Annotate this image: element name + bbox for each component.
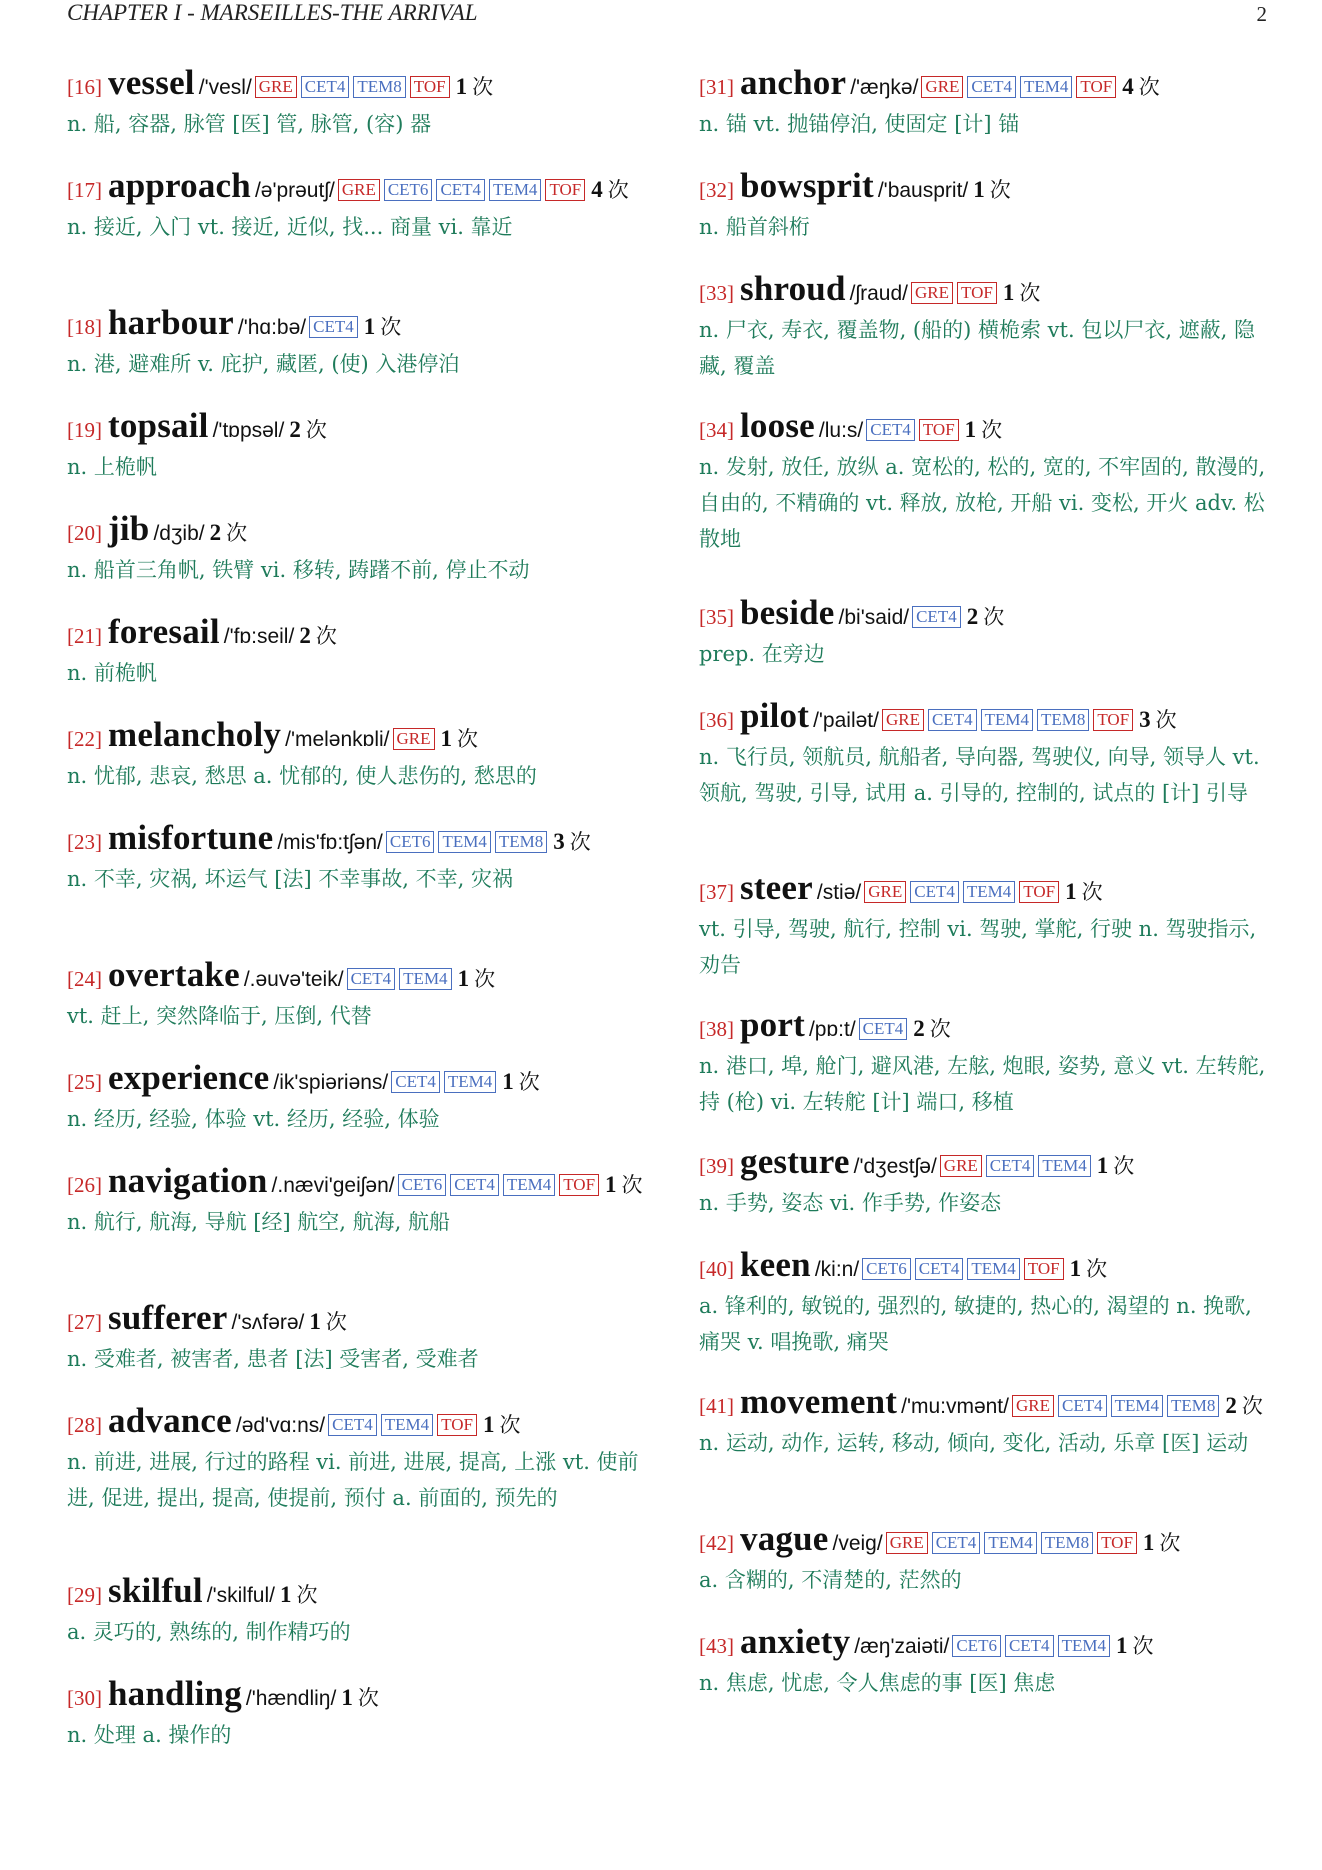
entry-index: [21] [67, 624, 102, 648]
exam-tag-cet4: CET4 [859, 1018, 908, 1040]
entry-index: [30] [67, 1686, 102, 1710]
entry-word: foresail [108, 612, 220, 651]
entry-phonetic: /'pailət/ [813, 709, 879, 732]
entry-definition: n. 港口, 埠, 舱门, 避风港, 左舷, 炮眼, 姿势, 意义 vt. 左转舵, 持 (枪) vi. 左转舵 [计] 端口, 移植 [699, 1054, 1266, 1114]
entry-index: [25] [67, 1070, 102, 1094]
entry-definition: prep. 在旁边 [699, 642, 825, 666]
entry-headline [67, 511, 647, 551]
entry-index: [24] [67, 967, 102, 991]
entry-word: anchor [740, 63, 847, 102]
vocab-entry [699, 698, 1279, 811]
exam-tag-gre: GRE [940, 1155, 982, 1177]
entry-word: keen [740, 1245, 811, 1284]
count-unit: 次 [1081, 880, 1103, 904]
chapter-title: CHAPTER I - MARSEILLES-THE ARRIVAL [67, 0, 478, 25]
occurrence-count: 1 [964, 417, 977, 442]
entry-word: overtake [108, 955, 240, 994]
entry-word: harbour [108, 303, 234, 342]
entry-definition: vt. 赶上, 突然降临于, 压倒, 代替 [67, 1004, 372, 1028]
entry-word: approach [108, 166, 251, 205]
vocab-entry [699, 271, 1279, 384]
entry-phonetic: /pɒ:t/ [808, 1018, 856, 1041]
entry-index: [34] [699, 418, 734, 442]
occurrence-count: 3 [553, 829, 565, 854]
exam-tag-cet4: CET4 [391, 1071, 440, 1093]
exam-tag-tem4: TEM4 [984, 1532, 1036, 1554]
entry-phonetic: /əd'vɑ:ns/ [235, 1414, 326, 1437]
entry-phonetic: /ʃraud/ [849, 282, 908, 305]
exam-tag-tof: TOF [410, 76, 450, 98]
count-unit: 次 [457, 727, 478, 751]
entry-headline [699, 698, 1279, 738]
entry-phonetic: /.əuvə'teik/ [243, 968, 344, 991]
exam-tag-tem8: TEM8 [1167, 1395, 1219, 1417]
entry-phonetic: /'skilful/ [206, 1584, 275, 1607]
entry-index: [28] [67, 1413, 102, 1437]
vocab-entry [67, 65, 647, 142]
entry-phonetic: /ki:n/ [814, 1258, 860, 1281]
entry-index: [17] [67, 178, 102, 202]
exam-tag-gre: GRE [338, 179, 380, 201]
entry-phonetic: /stiə/ [816, 881, 862, 904]
entry-definition: n. 受难者, 被害者, 患者 [法] 受害者, 受难者 [67, 1347, 479, 1371]
occurrence-count: 1 [1002, 280, 1015, 305]
entry-definition: n. 港, 避难所 v. 庇护, 藏匿, (使) 入港停泊 [67, 352, 460, 376]
exam-tag-tem4: TEM4 [489, 179, 541, 201]
entry-phonetic: /'æŋkə/ [850, 76, 919, 99]
exam-tag-tof: TOF [919, 419, 959, 441]
entry-word: skilful [108, 1571, 203, 1610]
occurrence-count: 1 [341, 1685, 353, 1710]
vocab-entry [67, 1573, 647, 1650]
entry-index: [39] [699, 1154, 734, 1178]
entry-headline [699, 595, 1279, 635]
entry-word: sufferer [108, 1298, 228, 1337]
entry-phonetic: /'dʒestʃə/ [853, 1155, 937, 1178]
entry-index: [29] [67, 1583, 102, 1607]
entry-index: [19] [67, 418, 102, 442]
entry-definition: n. 焦虑, 忧虑, 令人焦虑的事 [医] 焦虑 [699, 1671, 1056, 1695]
entry-headline [699, 408, 1279, 448]
count-unit: 次 [1159, 1531, 1181, 1555]
exam-tag-gre: GRE [864, 881, 906, 903]
entry-phonetic: /'fɒ:seil/ [223, 625, 295, 648]
occurrence-count: 2 [299, 623, 311, 648]
occurrence-count: 1 [309, 1309, 321, 1334]
entry-phonetic: /'mu:vmənt/ [901, 1395, 1009, 1418]
entry-headline [67, 1676, 647, 1716]
page-number: 2 [1256, 2, 1267, 26]
count-unit: 次 [981, 418, 1003, 442]
exam-tag-tem4: TEM4 [1058, 1635, 1110, 1657]
entry-phonetic: /mis'fɒ:tʃən/ [277, 831, 383, 854]
exam-tag-tem8: TEM8 [1037, 709, 1089, 731]
count-unit: 次 [989, 178, 1011, 202]
entry-definition: n. 船首斜桁 [699, 215, 810, 239]
exam-tag-cet4: CET4 [910, 881, 959, 903]
exam-tag-gre: GRE [1012, 1395, 1054, 1417]
entry-phonetic: /bi'said/ [838, 606, 910, 629]
entry-word: handling [108, 1674, 242, 1713]
occurrence-count: 1 [457, 966, 470, 991]
vocab-entry [699, 870, 1279, 983]
entry-word: gesture [740, 1142, 850, 1181]
exam-tag-cet4: CET4 [915, 1258, 964, 1280]
page-header [67, 0, 1267, 30]
vocab-entry [699, 1624, 1279, 1701]
entry-index: [36] [699, 708, 734, 732]
entry-index: [42] [699, 1531, 734, 1555]
exam-tag-gre: GRE [886, 1532, 928, 1554]
vocab-entry [67, 820, 647, 897]
exam-tag-cet6: CET6 [386, 831, 435, 853]
exam-tag-tem4: TEM4 [1111, 1395, 1163, 1417]
entry-index: [40] [699, 1257, 734, 1281]
entry-definition: n. 船, 容器, 脉管 [医] 管, 脉管, (容) 器 [67, 112, 432, 136]
entry-definition: a. 含糊的, 不清楚的, 茫然的 [699, 1568, 962, 1592]
exam-tag-tof: TOF [957, 282, 997, 304]
entry-phonetic: /.nævi'geiʃən/ [271, 1174, 395, 1197]
exam-tag-cet4: CET4 [309, 316, 358, 338]
entry-word: topsail [108, 406, 209, 445]
occurrence-count: 1 [973, 177, 985, 202]
entry-word: movement [740, 1382, 898, 1421]
occurrence-count: 2 [913, 1016, 925, 1041]
entry-index: [27] [67, 1310, 102, 1334]
entry-word: steer [740, 868, 813, 907]
exam-tag-tem4: TEM4 [981, 709, 1033, 731]
entry-index: [23] [67, 830, 102, 854]
entry-headline [699, 271, 1279, 311]
exam-tag-tof: TOF [545, 179, 585, 201]
entry-index: [31] [699, 75, 734, 99]
exam-tag-tem4: TEM4 [963, 881, 1015, 903]
vocab-entry [67, 168, 647, 245]
entry-phonetic: /lu:s/ [818, 419, 864, 442]
entry-word: misfortune [108, 818, 274, 857]
entry-headline [699, 65, 1279, 105]
count-unit: 次 [1019, 281, 1041, 305]
count-unit: 次 [983, 605, 1005, 629]
entry-definition: a. 灵巧的, 熟练的, 制作精巧的 [67, 1620, 351, 1644]
count-unit: 次 [325, 1310, 347, 1334]
count-unit: 次 [569, 830, 591, 854]
count-unit: 次 [607, 178, 629, 202]
entry-headline [699, 1624, 1279, 1664]
vocab-entry [67, 511, 647, 588]
entry-phonetic: /ə'prəutʃ/ [254, 179, 335, 202]
exam-tag-gre: GRE [882, 709, 924, 731]
exam-tag-cet6: CET6 [384, 179, 433, 201]
entry-phonetic: /dʒib/ [153, 522, 205, 545]
entry-phonetic: /'hɑ:bə/ [237, 316, 307, 339]
entry-word: port [740, 1005, 805, 1044]
exam-tag-tem4: TEM4 [1020, 76, 1072, 98]
occurrence-count: 1 [1069, 1256, 1082, 1281]
entry-headline [699, 1007, 1279, 1047]
occurrence-count: 4 [591, 177, 603, 202]
entry-headline [699, 168, 1279, 208]
exam-tag-gre: GRE [255, 76, 297, 98]
entry-index: [32] [699, 178, 734, 202]
vocab-entry [699, 1384, 1279, 1461]
exam-tag-tem4: TEM4 [967, 1258, 1019, 1280]
exam-tag-cet4: CET4 [347, 968, 396, 990]
entry-definition: n. 尸衣, 寿衣, 覆盖物, (船的) 横桅索 vt. 包以尸衣, 遮蔽, 隐藏, 覆盖 [699, 318, 1256, 378]
entry-headline [699, 1144, 1279, 1184]
entry-headline [699, 870, 1279, 910]
exam-tag-cet4: CET4 [1058, 1395, 1107, 1417]
entry-phonetic: /'melənkɒli/ [285, 728, 390, 751]
entry-definition: n. 航行, 航海, 导航 [经] 航空, 航海, 航船 [67, 1210, 451, 1234]
entry-phonetic: /'vesl/ [198, 76, 252, 99]
entry-headline [67, 820, 647, 860]
count-unit: 次 [621, 1173, 643, 1197]
vocab-entry [699, 1007, 1279, 1120]
entry-headline [67, 168, 647, 208]
count-unit: 次 [315, 624, 337, 648]
entry-phonetic: /æŋ'zaiəti/ [854, 1635, 950, 1658]
count-unit: 次 [1113, 1154, 1135, 1178]
count-unit: 次 [1086, 1257, 1108, 1281]
exam-tag-gre: GRE [393, 728, 435, 750]
entry-index: [38] [699, 1017, 734, 1041]
vocab-entry [699, 595, 1279, 672]
entry-headline [67, 1300, 647, 1340]
exam-tag-tem4: TEM4 [438, 831, 490, 853]
occurrence-count: 1 [1142, 1530, 1155, 1555]
count-unit: 次 [1241, 1394, 1263, 1418]
occurrence-count: 4 [1122, 74, 1134, 99]
entry-definition: n. 手势, 姿态 vi. 作手势, 作姿态 [699, 1191, 1002, 1215]
entry-headline [699, 1247, 1279, 1287]
entry-definition: n. 忧郁, 悲哀, 愁思 a. 忧郁的, 使人悲伤的, 愁思的 [67, 764, 537, 788]
entry-headline [67, 305, 647, 345]
count-unit: 次 [1138, 75, 1160, 99]
entry-headline [67, 65, 647, 105]
exam-tag-tof: TOF [1093, 709, 1133, 731]
entry-headline [67, 1573, 647, 1613]
exam-tag-tof: TOF [559, 1174, 599, 1196]
count-unit: 次 [296, 1583, 318, 1607]
exam-tag-cet4: CET4 [967, 76, 1016, 98]
entry-index: [33] [699, 281, 734, 305]
exam-tag-cet4: CET4 [932, 1532, 981, 1554]
entry-definition: vt. 引导, 驾驶, 航行, 控制 vi. 驾驶, 掌舵, 行驶 n. 驾驶指示, 劝告 [699, 917, 1257, 977]
entry-phonetic: /'hændliŋ/ [245, 1687, 337, 1710]
occurrence-count: 1 [1115, 1633, 1128, 1658]
vocab-entry [67, 1403, 647, 1516]
vocab-entry [67, 957, 647, 1034]
count-unit: 次 [305, 418, 327, 442]
entry-index: [18] [67, 315, 102, 339]
exam-tag-tem8: TEM8 [1041, 1532, 1093, 1554]
vocab-entry [67, 1163, 647, 1240]
exam-tag-tof: TOF [437, 1414, 477, 1436]
vocab-entry [699, 168, 1279, 245]
exam-tag-gre: GRE [911, 282, 953, 304]
entry-word: melancholy [108, 715, 282, 754]
entry-word: navigation [108, 1161, 268, 1200]
occurrence-count: 2 [966, 604, 979, 629]
occurrence-count: 1 [1065, 879, 1077, 904]
exam-tag-tof: TOF [1019, 881, 1059, 903]
entry-word: vessel [108, 63, 195, 102]
entry-definition: n. 不幸, 灾祸, 坏运气 [法] 不幸事故, 不幸, 灾祸 [67, 867, 514, 891]
entry-definition: n. 上桅帆 [67, 455, 157, 479]
entry-definition: n. 锚 vt. 抛锚停泊, 使固定 [计] 锚 [699, 112, 1020, 136]
exam-tag-cet4: CET4 [928, 709, 977, 731]
exam-tag-cet6: CET6 [398, 1174, 447, 1196]
count-unit: 次 [1155, 708, 1177, 732]
entry-index: [41] [699, 1394, 734, 1418]
exam-tag-cet4: CET4 [1005, 1635, 1054, 1657]
entry-phonetic: /ik'spiəriəns/ [273, 1071, 389, 1094]
occurrence-count: 1 [502, 1069, 514, 1094]
entry-index: [26] [67, 1173, 102, 1197]
exam-tag-cet4: CET4 [986, 1155, 1035, 1177]
entry-definition: n. 前桅帆 [67, 661, 157, 685]
exam-tag-cet4: CET4 [450, 1174, 499, 1196]
exam-tag-tem4: TEM4 [503, 1174, 555, 1196]
entry-index: [37] [699, 880, 734, 904]
entry-word: vague [740, 1519, 829, 1558]
entry-word: advance [108, 1401, 232, 1440]
count-unit: 次 [499, 1413, 521, 1437]
occurrence-count: 1 [455, 74, 468, 99]
entry-word: shroud [740, 269, 846, 308]
entry-phonetic: /'tɒpsəl/ [212, 419, 285, 442]
entry-definition: n. 飞行员, 领航员, 航船者, 导向器, 驾驶仪, 向导, 领导人 vt. 领航, 驾驶, 引导, 试用 a. 引导的, 控制的, 试点的 [计] 引导 [699, 745, 1260, 805]
occurrence-count: 1 [279, 1582, 292, 1607]
exam-tag-gre: GRE [921, 76, 963, 98]
occurrence-count: 2 [209, 520, 222, 545]
count-unit: 次 [226, 521, 248, 545]
occurrence-count: 1 [363, 314, 376, 339]
entry-headline [67, 1060, 647, 1100]
exam-tag-cet4: CET4 [912, 606, 961, 628]
vocab-entry [699, 1144, 1279, 1221]
entry-definition: n. 运动, 动作, 运转, 移动, 倾向, 变化, 活动, 乐章 [医] 运动 [699, 1431, 1249, 1455]
entry-headline [67, 717, 647, 757]
count-unit: 次 [380, 315, 402, 339]
count-unit: 次 [357, 1686, 379, 1710]
exam-tag-cet6: CET6 [952, 1635, 1001, 1657]
entry-word: anxiety [740, 1622, 851, 1661]
entry-index: [35] [699, 605, 734, 629]
exam-tag-cet4: CET4 [866, 419, 915, 441]
exam-tag-tem8: TEM8 [495, 831, 547, 853]
vocab-entry [67, 408, 647, 485]
occurrence-count: 1 [605, 1172, 617, 1197]
entry-headline [67, 957, 647, 997]
entry-word: experience [108, 1058, 270, 1097]
entry-definition: a. 锋利的, 敏锐的, 强烈的, 敏捷的, 热心的, 渴望的 n. 挽歌, 痛哭 v. 唱挽歌, 痛哭 [699, 1294, 1252, 1354]
exam-tag-cet4: CET4 [328, 1414, 377, 1436]
entry-headline [67, 1163, 647, 1203]
entry-definition: n. 处理 a. 操作的 [67, 1723, 232, 1747]
entry-headline [699, 1384, 1279, 1424]
vocab-entry [67, 1676, 647, 1753]
vocab-entry [699, 1247, 1279, 1360]
entry-headline [699, 1521, 1279, 1561]
vocab-entry [699, 408, 1279, 557]
exam-tag-tem4: TEM4 [1038, 1155, 1090, 1177]
entry-word: jib [108, 509, 150, 548]
entry-headline [67, 1403, 647, 1443]
exam-tag-tem8: TEM8 [353, 76, 405, 98]
entry-word: beside [740, 593, 835, 632]
entry-index: [43] [699, 1634, 734, 1658]
vocab-entry [67, 1300, 647, 1377]
count-unit: 次 [1132, 1634, 1154, 1658]
entry-index: [22] [67, 727, 102, 751]
entry-index: [16] [67, 75, 102, 99]
entry-definition: n. 经历, 经验, 体验 vt. 经历, 经验, 体验 [67, 1107, 440, 1131]
vocab-entry [67, 717, 647, 794]
vocab-entry [699, 1521, 1279, 1598]
count-unit: 次 [472, 75, 494, 99]
entry-word: pilot [740, 696, 810, 735]
occurrence-count: 1 [440, 726, 452, 751]
vocab-entry [67, 614, 647, 691]
exam-tag-tem4: TEM4 [399, 968, 451, 990]
entry-definition: n. 船首三角帆, 铁臂 vi. 移转, 踌躇不前, 停止不动 [67, 558, 530, 582]
occurrence-count: 2 [289, 417, 301, 442]
entry-phonetic: /'sʌfərə/ [231, 1311, 305, 1334]
vocab-entry [699, 65, 1279, 142]
vocab-entry [67, 1060, 647, 1137]
exam-tag-cet4: CET4 [301, 76, 350, 98]
vocab-entry [67, 305, 647, 382]
entry-phonetic: /veig/ [832, 1532, 883, 1555]
entry-definition: n. 前进, 进展, 行过的路程 vi. 前进, 进展, 提高, 上涨 vt. 使前进, 促进, 提出, 提高, 使提前, 预付 a. 前面的, 预先的 [67, 1450, 639, 1510]
count-unit: 次 [474, 967, 496, 991]
entry-index: [20] [67, 521, 102, 545]
exam-tag-tem4: TEM4 [444, 1071, 496, 1093]
entry-definition: n. 接近, 入门 vt. 接近, 近似, 找... 商量 vi. 靠近 [67, 215, 513, 239]
count-unit: 次 [518, 1070, 540, 1094]
occurrence-count: 3 [1139, 707, 1151, 732]
exam-tag-tof: TOF [1024, 1258, 1064, 1280]
exam-tag-tof: TOF [1097, 1532, 1137, 1554]
occurrence-count: 1 [482, 1412, 495, 1437]
count-unit: 次 [929, 1017, 951, 1041]
entry-headline [67, 408, 647, 448]
entry-definition: n. 发射, 放任, 放纵 a. 宽松的, 松的, 宽的, 不牢固的, 散漫的, 自由的, 不精确的 vt. 释放, 放枪, 开船 vi. 变松, 开火 adv. 松散地 [699, 455, 1266, 551]
exam-tag-cet4: CET4 [436, 179, 485, 201]
entry-phonetic: /'bausprit/ [877, 179, 969, 202]
exam-tag-tem4: TEM4 [381, 1414, 433, 1436]
exam-tag-cet6: CET6 [862, 1258, 911, 1280]
exam-tag-tof: TOF [1076, 76, 1116, 98]
entry-headline [67, 614, 647, 654]
occurrence-count: 1 [1096, 1153, 1109, 1178]
entry-word: loose [740, 406, 815, 445]
entry-word: bowsprit [740, 166, 874, 205]
occurrence-count: 2 [1225, 1393, 1237, 1418]
